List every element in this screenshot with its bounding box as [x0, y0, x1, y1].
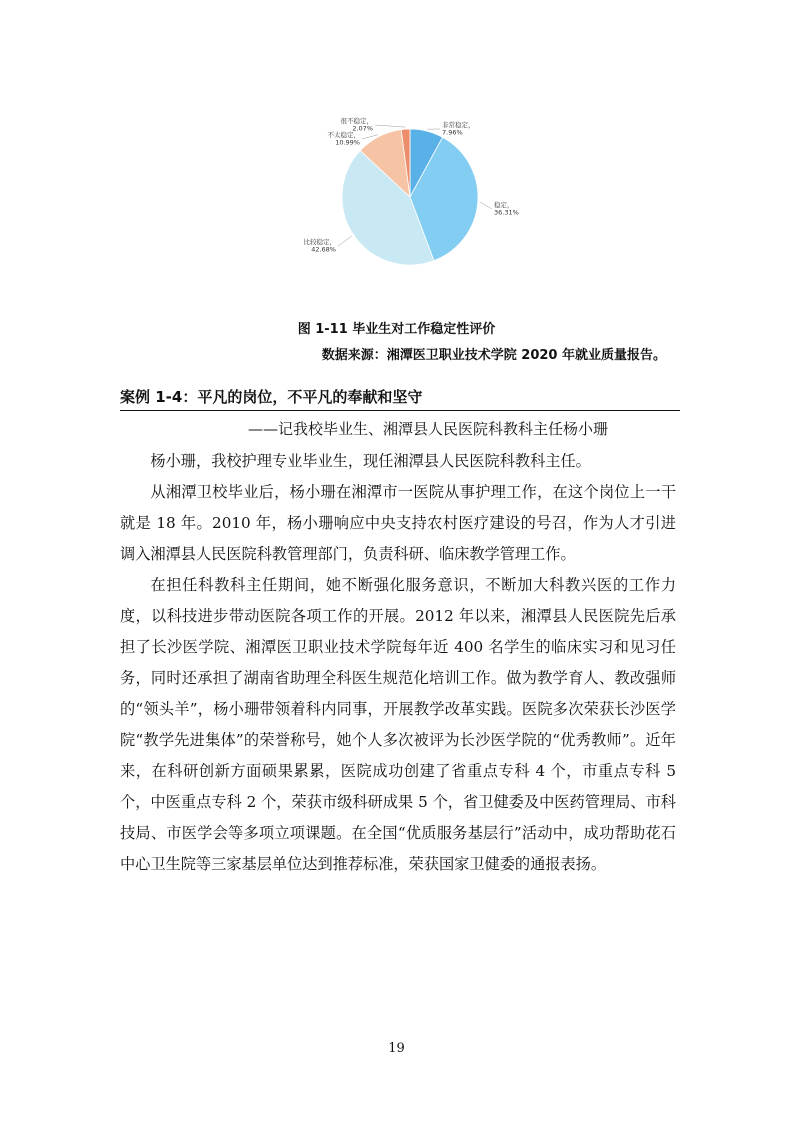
- leader-line: [338, 236, 352, 246]
- leader-line: [480, 202, 492, 209]
- slice-label: 非常稳定， 7.96%: [442, 121, 475, 137]
- case-body: [120, 446, 676, 880]
- pie-chart: [290, 112, 530, 277]
- page-number: 19: [388, 1041, 405, 1056]
- slice-label: 不太稳定， 10.99%: [327, 131, 360, 147]
- slice-label: 稳定， 36.31%: [494, 201, 519, 217]
- case-title: 案例 1-4：平凡的岗位，不平凡的奉献和坚守: [120, 386, 680, 411]
- paragraph: 杨小珊，我校护理专业毕业生，现任湘潭县人民医院科教科主任。: [150, 452, 591, 470]
- paragraph: 在担任科教科主任期间，她不断强化服务意识，不断加大科教兴医的工作力度，以科技进步带动医院各项工作的开展。2012 年以来，湘潭县人民医院先后承担了长沙医学院、湘潭医卫职业技术学院每年近 400 名学生的临床实习和见习任务，同时还承担了湖南省助理全科医生规范化培训工作。做为教学育人、教改强师的“领头羊”，杨小珊带领着科内同事，开展教学改革实践。医院多次荣获长沙医学院“教学先进集体”的荣誉称号，她个人多次被评为长沙医学院的“优秀教师”。近年来，在科研创新方面硕果累累，医院成功创建了省重点专科 4 个，市重点专科 5 个，中医重点专科 2 个，荣获市级科研成果 5 个，省卫健委及中医药管理局、市科技局、市医学会等多项立项课题。在全国“优质服务基层行”活动中，成功帮助花石中心卫生院等三家基层单位达到推荐标准，荣获国家卫健委的通报表扬。: [120, 576, 676, 873]
- slice-label: 很不稳定， 2.07%: [340, 117, 373, 133]
- data-source-note: 数据来源：湘潭医卫职业技术学院 2020 年就业质量报告。: [321, 348, 666, 363]
- figure-caption: 图 1-11 毕业生对工作稳定性评价: [297, 322, 496, 337]
- slice-label: 比较稳定， 42.68%: [303, 238, 336, 254]
- case-subtitle: ——记我校毕业生、湘潭县人民医院科教科主任杨小珊: [247, 420, 608, 438]
- leader-line: [375, 125, 405, 127]
- paragraph: 从湘潭卫校毕业后，杨小珊在湘潭市一医院从事护理工作，在这个岗位上一干就是 18 年。2010 年，杨小珊响应中央支持农村医疗建设的号召，作为人才引进调入湘潭县人民医院科教管理部门，负责科研、临床教学管理工作。: [120, 483, 676, 563]
